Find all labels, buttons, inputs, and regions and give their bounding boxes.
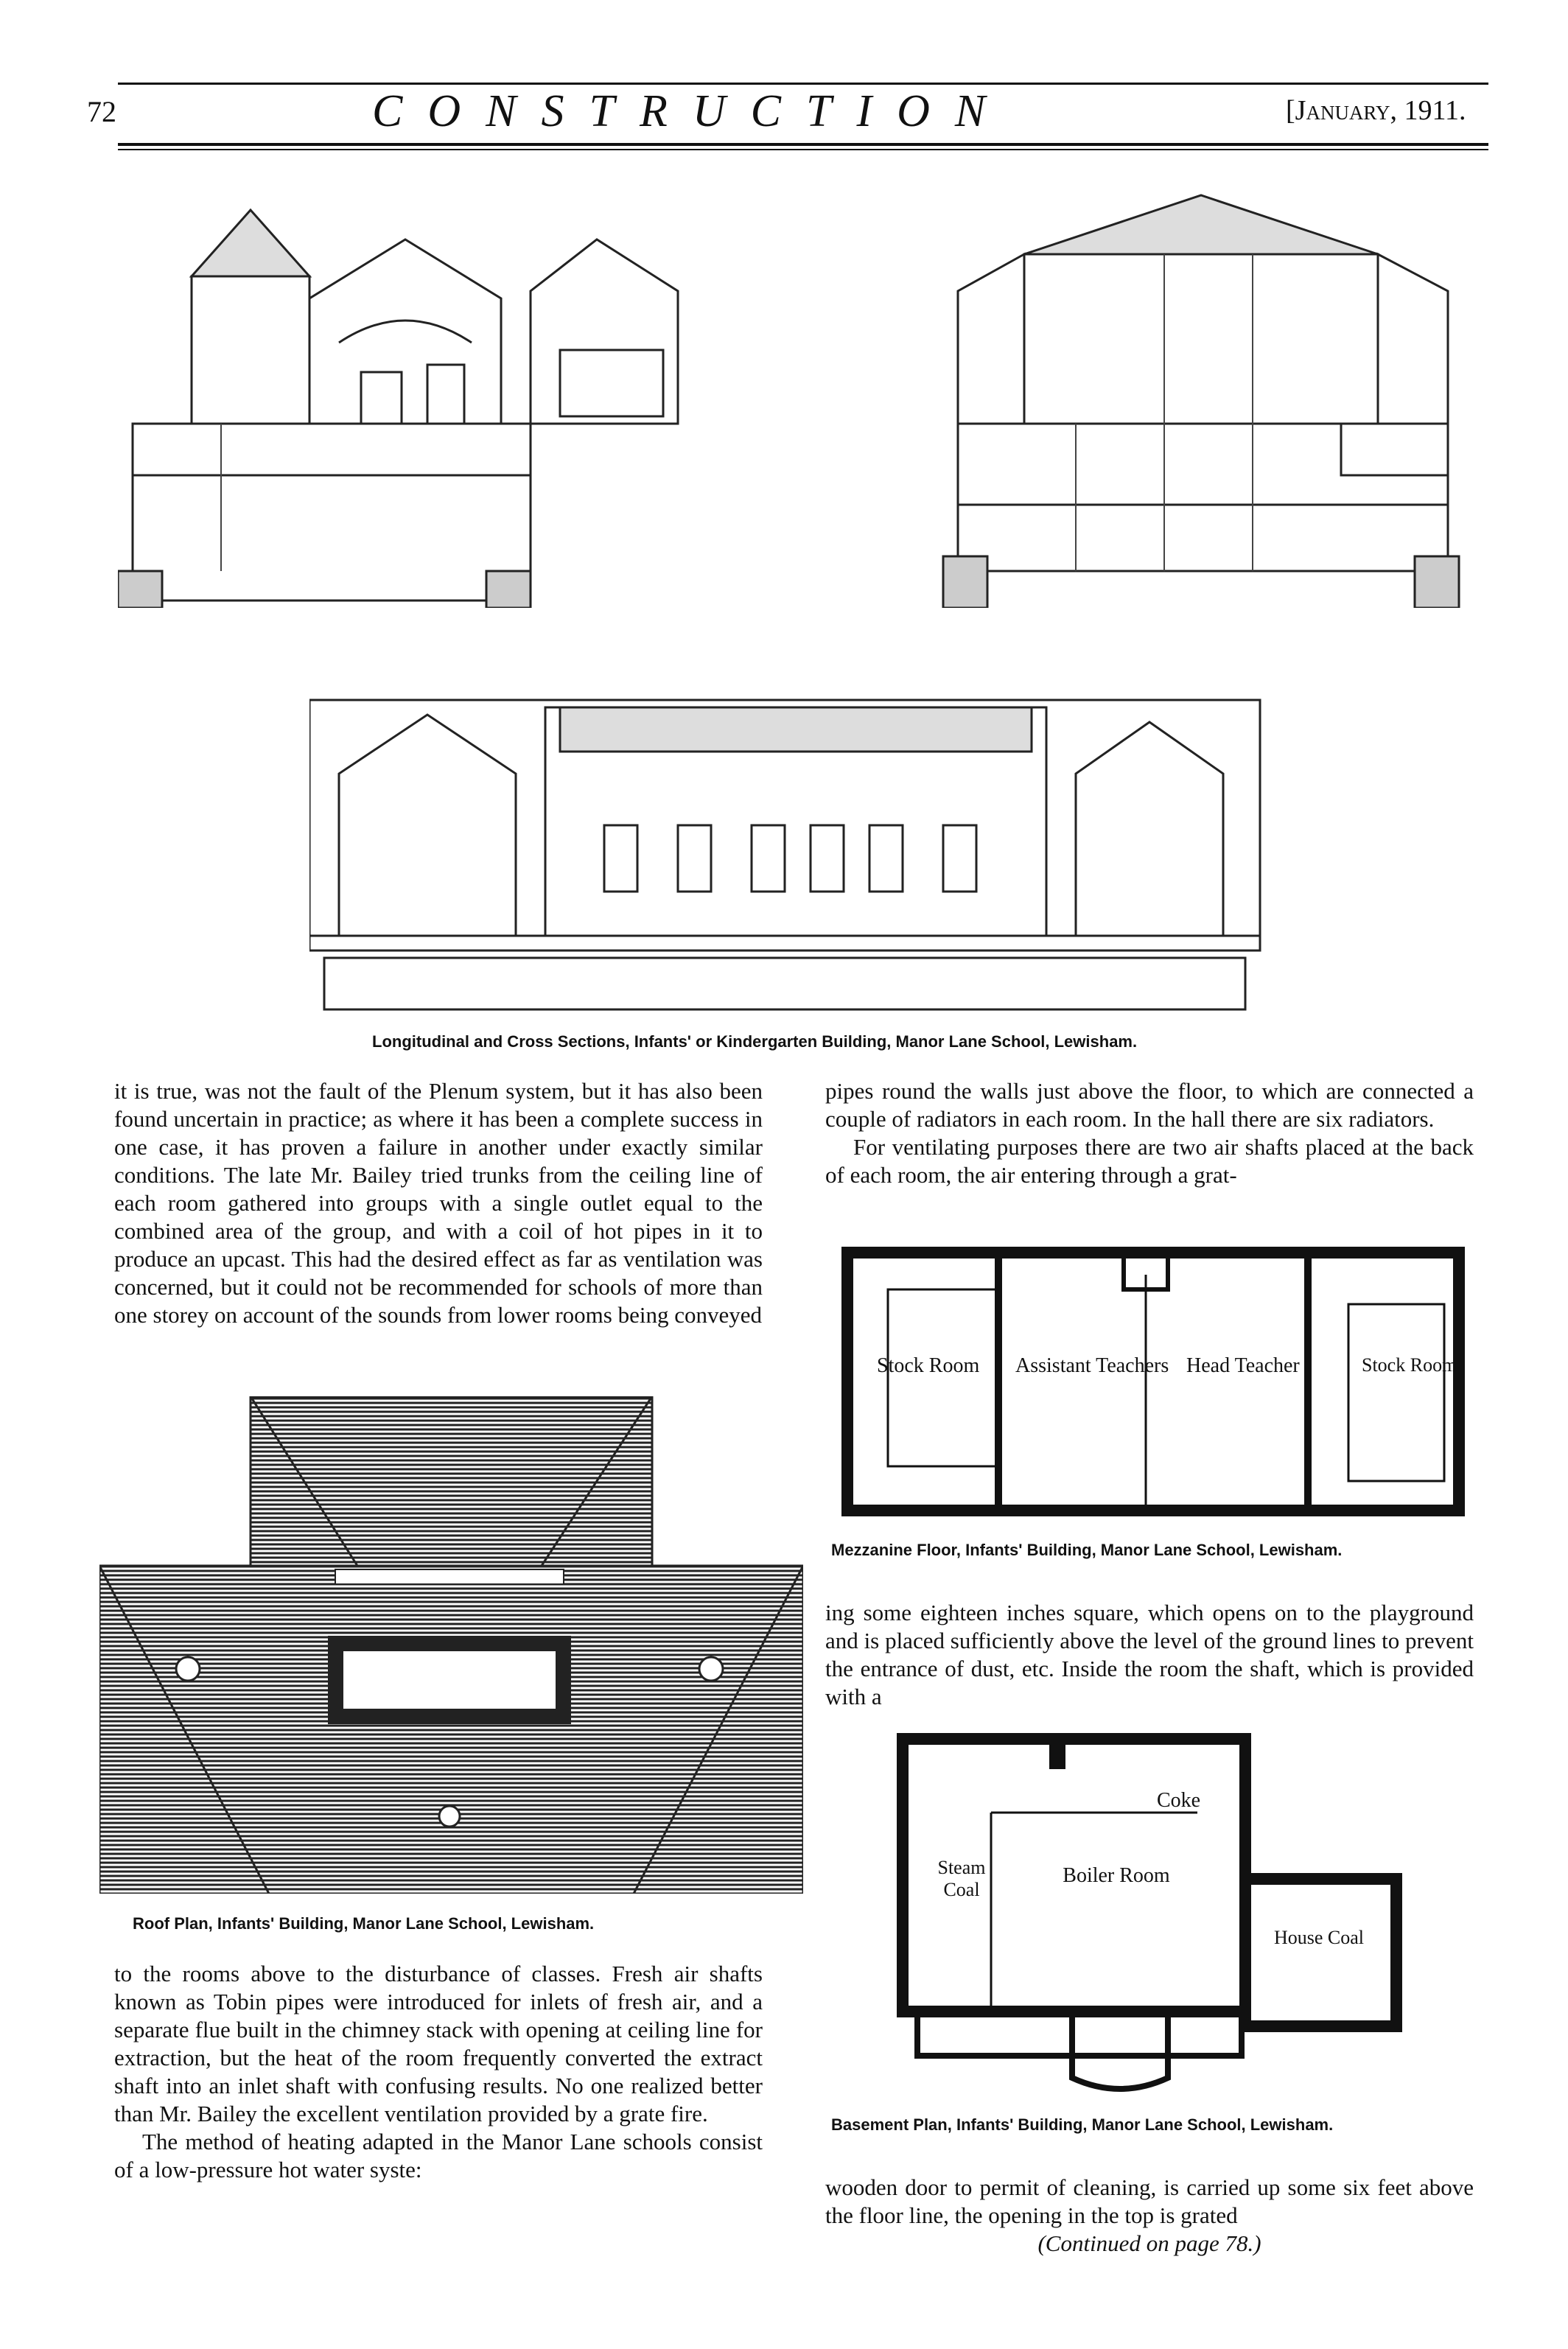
running-title: CONSTRUCTION (372, 86, 1011, 136)
basement-room-label: Boiler Room (1063, 1864, 1170, 1887)
basement-caption: Basement Plan, Infants' Building, Manor Lane School, Lewisham. (831, 2115, 1334, 2134)
paragraph-left-top: it is true, was not the fault of the Plenum system, but it has also been found uncertain in practice; as where it has been a complete success in one case, it has proven a failure in another under exactly similar conditions. The late Mr. Bailey tried trunks from the ceiling line of each room gathered into groups with a single outlet equal to the combined area of the group, and with a coil of hot pipes in it to produce an upcast. This had the desired effect as far as ventilation was concerned, but it could not be recommended for schools of more than one storey on account of the sounds from lower rooms being conveyed (114, 1078, 763, 1328)
roof-plan-svg (99, 1396, 803, 1894)
paragraph-right-top-2: For ventilating purposes there are two air shafts placed at the back of each room, the air entering through a grat- (825, 1134, 1474, 1188)
paragraph-left-bottom-1: to the rooms above to the disturbance of classes. Fresh air shafts known as Tobin pipes were introduced for inlets of fresh air, and a separate flue built in the chimney stack with opening at ceiling line for extraction, but the heat of the room frequently converted the extract shaft into an inlet shaft with confusing results. No one realized better than Mr. Bailey the excellent ventilation provided by a grate fire. (114, 1961, 763, 2126)
right-column-top (825, 1077, 1474, 1189)
basement-room-label: House Coal (1273, 1927, 1365, 1948)
header-bottom-rule (118, 143, 1488, 146)
page-number: 72 (87, 95, 116, 128)
mezzanine-room-label: Stock Room (1362, 1354, 1457, 1376)
left-column-bottom (114, 1960, 763, 2184)
mezzanine-caption: Mezzanine Floor, Infants' Building, Manor Lane School, Lewisham. (831, 1541, 1343, 1559)
header-bottom-rule-thin (118, 149, 1488, 150)
paragraph-left-bottom-2: The method of heating adapted in the Manor Lane schools consist of a low-pressure hot water syste: (114, 2129, 763, 2182)
mezzanine-svg (836, 1245, 1470, 1529)
paragraph-right-top-1: pipes round the walls just above the floor, to which are connected a couple of radiators in each room. In the hall there are six radiators. (825, 1078, 1474, 1132)
sections-caption: Longitudinal and Cross Sections, Infants' or Kindergarten Building, Manor Lane School, Lewisham. (372, 1032, 1138, 1051)
mezzanine-room-label: Head Teacher (1186, 1354, 1300, 1377)
mezzanine-room-label: Stock Room (877, 1354, 980, 1377)
continued-note: (Continued on page 78.) (1037, 2230, 1261, 2256)
basement-room-label: Coke (1157, 1789, 1201, 1812)
basement-svg (858, 1717, 1448, 2100)
roof-plan-caption: Roof Plan, Infants' Building, Manor Lane School, Lewisham. (133, 1914, 595, 1933)
sections-drawing-longitudinal (309, 693, 1297, 1017)
sections-drawing-top (118, 181, 1463, 608)
left-column-top (114, 1077, 763, 1329)
right-column-middle (825, 1599, 1474, 1711)
sections-longitudinal-svg (309, 693, 1297, 1017)
roof-plan-drawing (99, 1396, 803, 1894)
header-top-rule (118, 83, 1488, 85)
sections-top-svg (118, 181, 1463, 608)
mezzanine-room-label: Assistant Teachers (1015, 1354, 1169, 1377)
issue-date: [January, 1911. (1286, 95, 1466, 126)
basement-plan-drawing (858, 1717, 1448, 2100)
right-column-bottom (825, 2174, 1474, 2258)
basement-room-label: Steam Coal (937, 1857, 986, 1900)
paragraph-right-bottom: wooden door to permit of cleaning, is carried up some six feet above the floor line, the opening in the top is grated (825, 2174, 1474, 2228)
paragraph-right-middle: ing some eighteen inches square, which opens on to the playground and is placed sufficiently above the level of the ground lines to prevent the entrance of dust, etc. Inside the room the shaft, which is provided with a (825, 1600, 1474, 1709)
mezzanine-floor-drawing (836, 1245, 1470, 1529)
